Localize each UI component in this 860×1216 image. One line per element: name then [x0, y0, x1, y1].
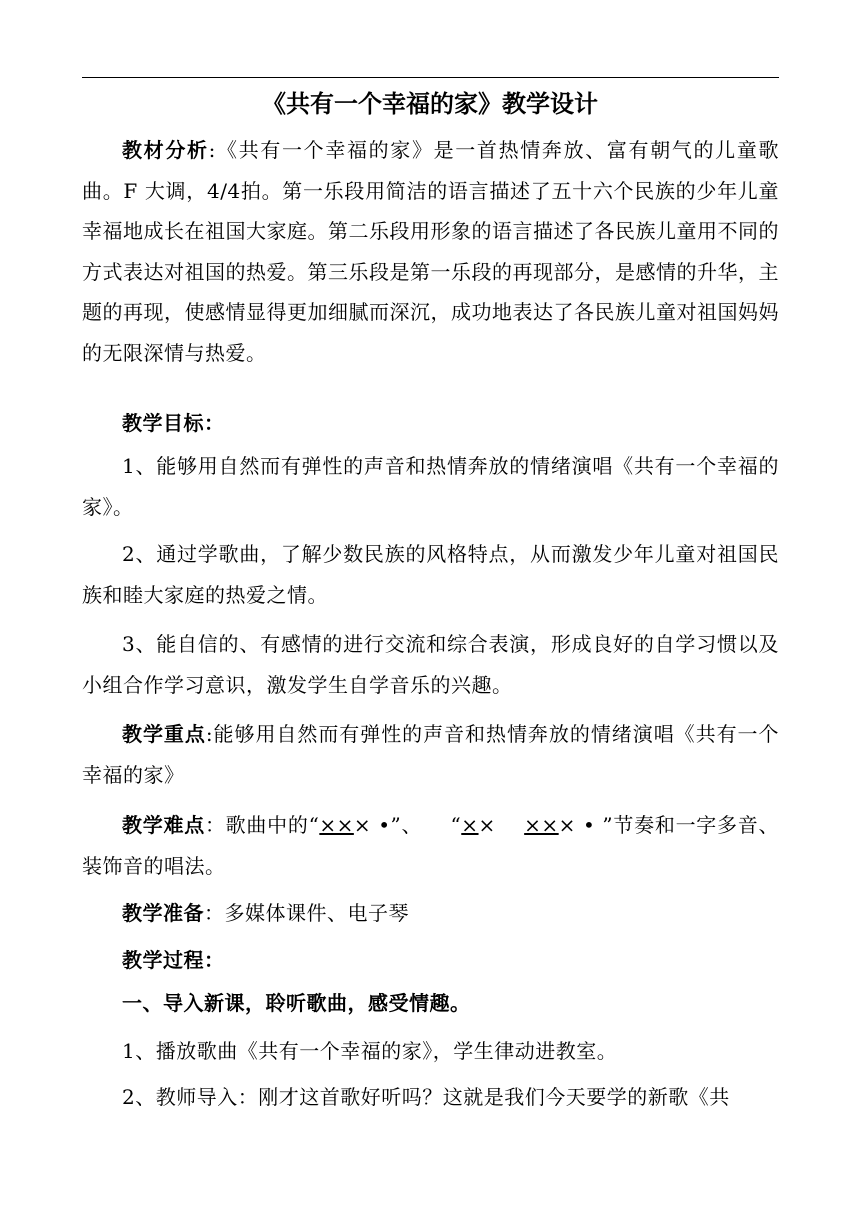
analysis-paragraph [82, 130, 779, 373]
key-points-text: :能够用自然而有弹性的声音和热情奔放的情绪演唱《共有一个幸福的家》 [82, 722, 779, 787]
section-heading-1: 一、导入新课，聆听歌曲，感受情趣。 [122, 991, 471, 1015]
preparation-paragraph [82, 893, 779, 934]
preparation-text: ：多媒体课件、电子琴 [204, 901, 409, 925]
key-points-label: 教学重点 [122, 722, 206, 746]
process-step-2: 2、教师导入：刚才这首歌好听吗？这就是我们今天要学的新歌《共 [122, 1085, 730, 1109]
key-points-paragraph [82, 714, 779, 795]
process-heading: 教学过程： [122, 948, 225, 972]
analysis-text: :《共有一个幸福的家》是一首热情奔放、富有朝气的儿童歌曲。F 大调，4/4拍。第一乐段用简洁的语言描述了五十六个民族的少年儿童幸福地成长在祖国大家庭。第二乐段用形象的语言描述了各民族儿童用不同的方式表达对祖国的热爱。第三乐段是第一乐段的再现部分，是感情的升华，主题的再现，使感情显得更加细腻而深沉，成功地表达了各民族儿童对祖国妈妈的无限深情与热爱。 [82, 138, 779, 365]
process-step-1: 1、播放歌曲《共有一个幸福的家》，学生律动进教室。 [122, 1039, 618, 1063]
difficulties-paragraph: 教学难点：歌曲中的“××× •”、 “×× ××× • ”节奏和一字多音、装饰音的唱法。 [82, 813, 779, 878]
rhythm-underline-1: ×× [319, 813, 354, 837]
rhythm-underline-2: × [461, 813, 479, 837]
rhythm-underline-3: ×× [524, 813, 559, 837]
difficulties-label: 教学难点 [122, 813, 205, 837]
preparation-label: 教学准备 [122, 901, 204, 925]
document-title: 《共有一个幸福的家》教学设计 [262, 90, 598, 118]
objective-item-1: 1、能够用自然而有弹性的声音和热情奔放的情绪演唱《共有一个幸福的家》。 [82, 454, 779, 519]
header-rule [82, 77, 779, 78]
objectives-heading: 教学目标： [122, 411, 225, 435]
objective-item-2: 2、通过学歌曲，了解少数民族的风格特点，从而激发少年儿童对祖国民族和睦大家庭的热爱之情。 [82, 542, 779, 607]
analysis-label: 教材分析 [122, 138, 209, 162]
objective-item-3: 3、能自信的、有感情的进行交流和综合表演，形成良好的自学习惯以及小组合作学习意识，激发学生自学音乐的兴趣。 [82, 632, 779, 697]
